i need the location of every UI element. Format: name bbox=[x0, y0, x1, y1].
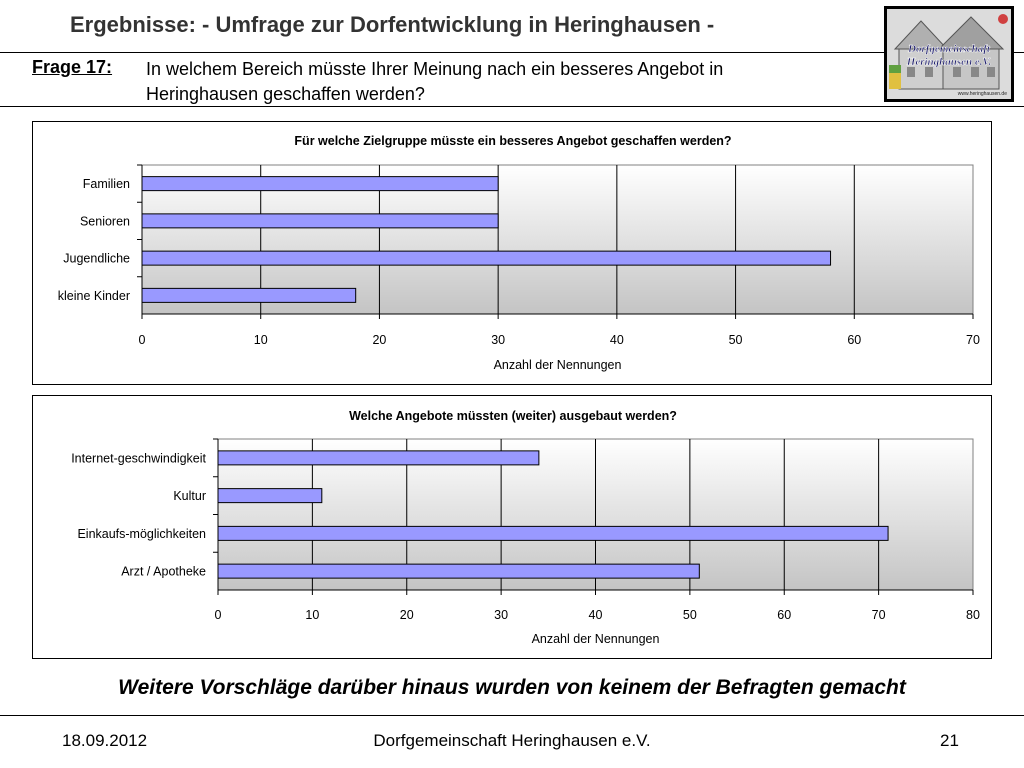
chart-title: Für welche Zielgruppe müsste ein besseres Angebot geschaffen werden? bbox=[294, 134, 732, 148]
x-tick-label: 20 bbox=[372, 333, 387, 347]
closing-remark: Weitere Vorschläge darüber hinaus wurden von keinem der Befragten gemacht bbox=[118, 676, 906, 699]
x-tick-label: 80 bbox=[966, 608, 980, 622]
bar bbox=[218, 564, 699, 578]
slide-title: Ergebnisse: - Umfrage zur Dorfentwicklung in Heringhausen - bbox=[70, 12, 715, 37]
chart-title: Welche Angebote müssten (weiter) ausgebaut werden? bbox=[349, 409, 677, 423]
title-divider bbox=[0, 52, 1024, 53]
x-tick-label: 0 bbox=[214, 608, 222, 622]
x-tick-label: 40 bbox=[588, 608, 603, 622]
x-tick-label: 0 bbox=[138, 333, 146, 347]
x-tick-label: 70 bbox=[966, 333, 980, 347]
x-axis-label: Anzahl der Nennungen bbox=[531, 632, 660, 646]
club-logo bbox=[884, 6, 1014, 102]
chart-svg bbox=[33, 122, 993, 386]
x-tick-label: 70 bbox=[871, 608, 886, 622]
logo-line-2: Heringhausen e.V. bbox=[906, 56, 992, 68]
question-label: Frage 17: bbox=[32, 57, 113, 77]
x-tick-label: 40 bbox=[609, 333, 624, 347]
x-tick-label: 60 bbox=[777, 608, 792, 622]
footer-page-number: 21 bbox=[940, 731, 959, 750]
bar bbox=[218, 526, 888, 540]
category-label: Kultur bbox=[173, 489, 206, 504]
question-divider bbox=[0, 106, 1024, 107]
bar bbox=[218, 489, 322, 503]
question-text: In welchem Bereich müsste Ihrer Meinung nach ein besseres Angebot in Heringhausen geschaffen werden? bbox=[146, 59, 724, 104]
bar bbox=[142, 288, 356, 302]
x-tick-label: 30 bbox=[494, 608, 509, 622]
category-label: Senioren bbox=[79, 214, 130, 229]
house-illustration bbox=[887, 9, 1011, 99]
chart-svg bbox=[33, 396, 993, 660]
category-label: Internet-geschwindigkeit bbox=[71, 451, 206, 466]
chart-target-groups bbox=[32, 121, 992, 385]
category-label: Einkaufs-möglichkeiten bbox=[77, 526, 206, 541]
x-tick-label: 50 bbox=[682, 608, 697, 622]
category-label: Familien bbox=[82, 177, 130, 192]
x-tick-label: 10 bbox=[305, 608, 320, 622]
category-label: Jugendliche bbox=[63, 251, 130, 266]
category-label: kleine Kinder bbox=[57, 288, 130, 303]
category-label: Arzt / Apotheke bbox=[121, 564, 206, 579]
bar bbox=[218, 451, 539, 465]
bar bbox=[142, 251, 831, 265]
x-tick-label: 10 bbox=[253, 333, 268, 347]
logo-url: www.heringhausen.de bbox=[957, 91, 1007, 97]
x-tick-label: 20 bbox=[399, 608, 414, 622]
footer-date: 18.09.2012 bbox=[62, 731, 148, 750]
logo-line-1: Dorfgemeinschaft bbox=[908, 43, 990, 55]
x-tick-label: 30 bbox=[491, 333, 506, 347]
x-axis-label: Anzahl der Nennungen bbox=[493, 358, 622, 372]
x-tick-label: 50 bbox=[728, 333, 743, 347]
x-tick-label: 60 bbox=[847, 333, 862, 347]
bar bbox=[142, 214, 498, 228]
bar bbox=[142, 177, 498, 191]
chart-services-expansion bbox=[32, 395, 992, 659]
footer-organization: Dorfgemeinschaft Heringhausen e.V. bbox=[373, 731, 651, 750]
footer-divider bbox=[0, 715, 1024, 716]
